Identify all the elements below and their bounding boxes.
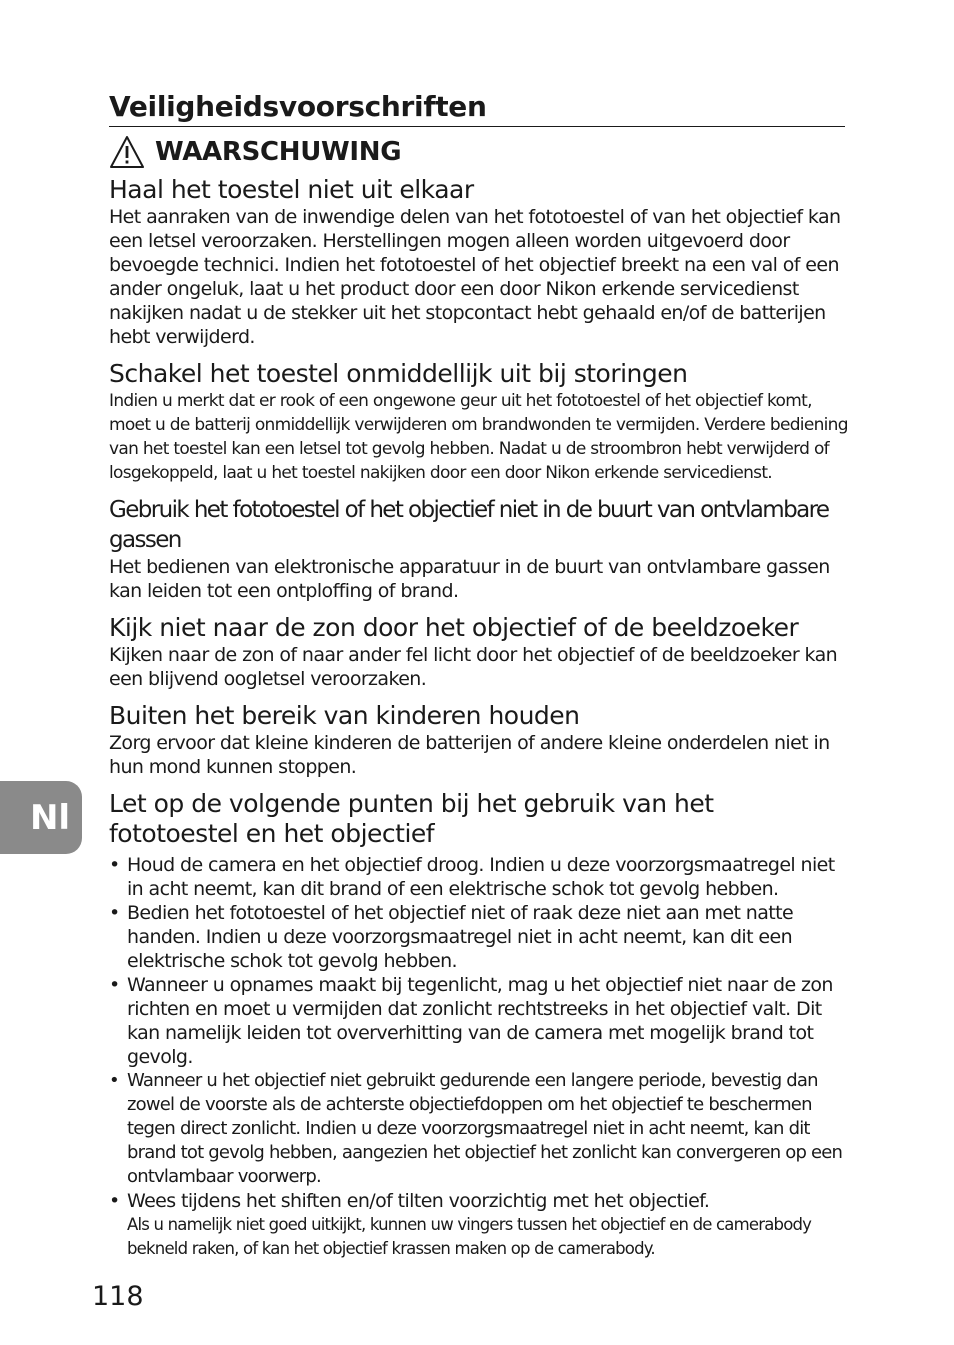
language-tab: Nl	[0, 781, 82, 854]
section-body: Het bedienen van elektronische apparatuur in de buurt van ontvlambare gassen kan leiden tot een ontploffing of brand.	[109, 556, 830, 602]
section-heading: Schakel het toestel onmiddellijk uit bij storingen	[109, 359, 688, 388]
section-body: Kijken naar de zon of naar ander fel licht door het objectief of de beeldzoeker kan een blijvend oogletsel veroorzaken.	[109, 644, 838, 690]
page-number: 118	[92, 1281, 144, 1312]
section-heading: Haal het toestel niet uit elkaar	[109, 175, 474, 204]
section-disassemble	[109, 175, 849, 349]
section-sun	[109, 613, 849, 691]
section-heading: Gebruik het fototoestel of het objectief niet in de buurt van ontvlambare gassen	[109, 497, 829, 553]
section-usage-precautions	[109, 789, 849, 1261]
section-children	[109, 701, 849, 779]
list-item: • Houd de camera en het objectief droog. Indien u deze voorzorgsmaatregel niet in acht neemt, kan dit brand of een elektrische schok tot gevolg hebben.	[109, 853, 849, 901]
section-malfunction	[109, 359, 849, 485]
list-item: • Wanneer u het objectief niet gebruikt gedurende een langere periode, bevestig dan zowel de voorste als de achterste objectiefdoppen om het objectief te beschermen tegen direct zonlicht. Indien u deze voorzorgsmaatregel niet in acht neemt, kan dit brand tot gevolg hebben, aangezien het objectief het zonlicht kan convergeren op een ontvlambaar voorwerp.	[109, 1069, 849, 1189]
content	[109, 175, 849, 1271]
section-body: Zorg ervoor dat kleine kinderen de batterijen of andere kleine onderdelen niet in hun mond kunnen stoppen.	[109, 732, 830, 778]
section-body: Indien u merkt dat er rook of een ongewone geur uit het fototoestel of het objectief komt, moet u de batterij onmiddellijk verwijderen om brandwonden te vermijden. Verdere bediening van het toestel kan een letsel tot gevolg hebben. Nadat u de stroombron hebt verwijderd of losgekoppeld, laat u het toestel nakijken door een door Nikon erkende servicedienst.	[109, 391, 848, 483]
section-flammable-gas	[109, 495, 849, 603]
list-item-last	[109, 1189, 849, 1261]
page-title: Veiligheidsvoorschriften	[109, 88, 845, 127]
warning-triangle-icon	[109, 135, 145, 169]
list-item-note: Als u namelijk niet goed uitkijkt, kunnen uw vingers tussen het objectief en de camerabody bekneld raken, of kan het objectief krassen maken op de camerabody.	[127, 1215, 812, 1258]
warning-label: WAARSCHUWING	[155, 137, 402, 167]
list-item-text: Wees tijdens het shiften en/of tilten voorzichtig met het objectief.	[127, 1190, 710, 1212]
precaution-list	[109, 853, 849, 1261]
warning-header	[109, 132, 401, 172]
list-item: • Bedien het fototoestel of het objectief niet of raak deze niet aan met natte handen. Indien u deze voorzorgsmaatregel niet in acht neemt, kan dit een elektrische schok tot gevolg hebben.	[109, 901, 849, 973]
section-heading: Buiten het bereik van kinderen houden	[109, 701, 580, 730]
list-item: • Wanneer u opnames maakt bij tegenlicht, mag u het objectief niet naar de zon richten en moet u vermijden dat zonlicht rechtstreeks in het objectief valt. Dit kan namelijk leiden tot oververhitting van de camera met mogelijk brand tot gevolg.	[109, 973, 849, 1069]
section-body: Het aanraken van de inwendige delen van het fototoestel of van het objectief kan een letsel veroorzaken. Herstellingen mogen alleen worden uitgevoerd door bevoegde technici. Indien het fototoestel of het objectief breekt na een val of een ander ongeluk, laat u het product door een door Nikon erkende servicedienst nakijken nadat u de stekker uit het stopcontact hebt gehaald en/of de batterijen hebt verwijderd.	[109, 206, 841, 348]
section-heading: Let op de volgende punten bij het gebruik van het fototoestel en het objectief	[109, 789, 714, 848]
section-heading: Kijk niet naar de zon door het objectief of de beeldzoeker	[109, 613, 799, 642]
